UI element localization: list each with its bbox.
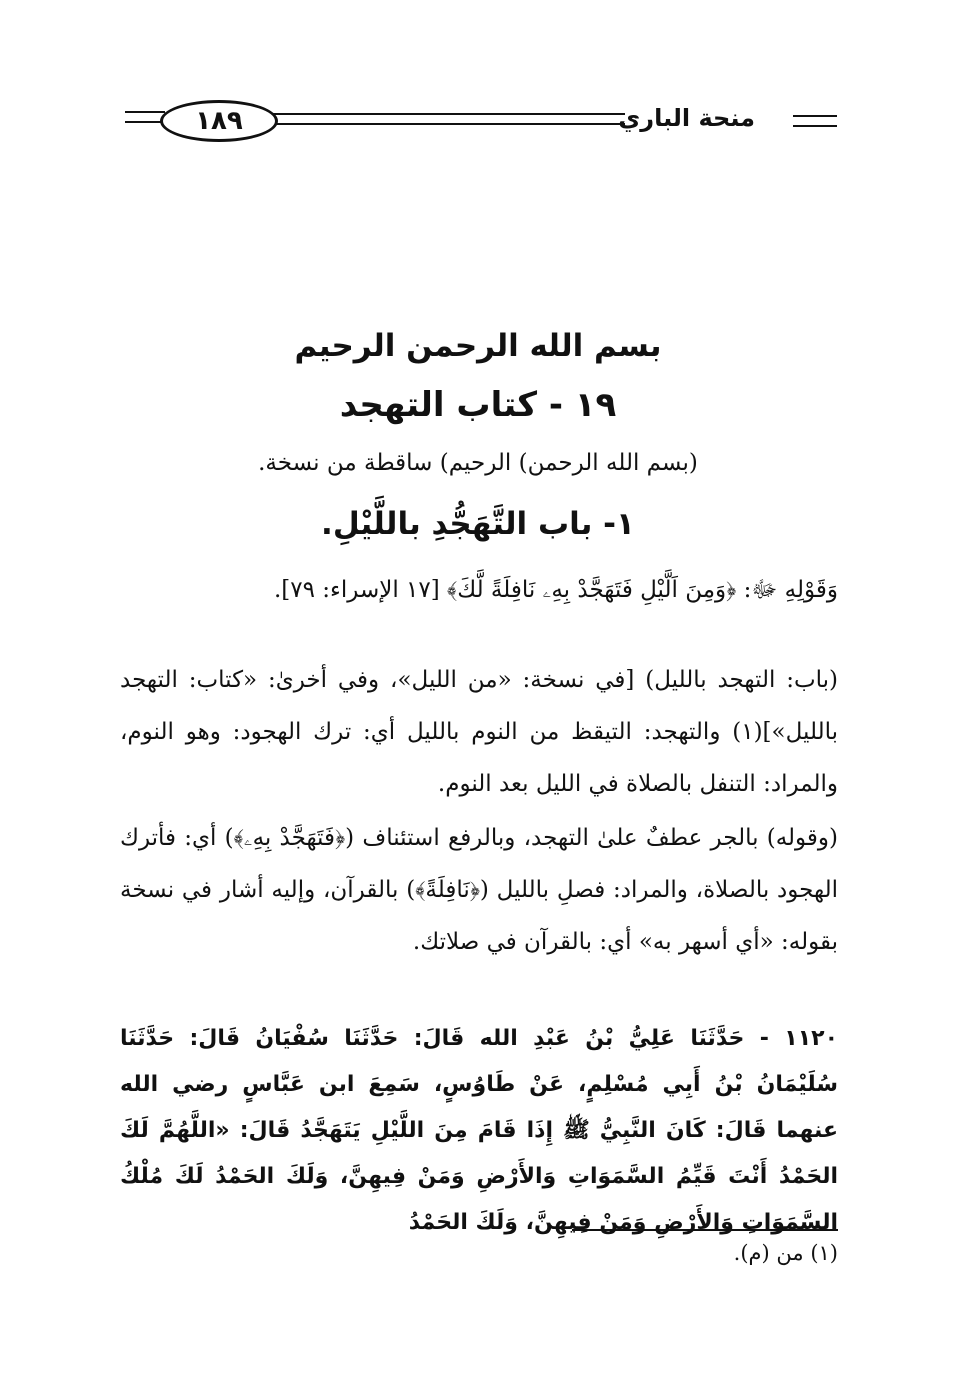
header-rule-middle-top xyxy=(270,113,625,115)
commentary-paragraph-2: (وقوله) بالجر عطفٌ علىٰ التهجد، وبالرفع استئناف (﴿فَتَهَجَّدْ بِهِۦ﴾) أي: فأترك الهجود بالصلاة، والمراد: فصلِ بالليل (﴿نَافِلَةً﴾) بالقرآن، وإليه أشار في نسخة بقوله: «أي أسهر به» أي: بالقرآن في صلاتك. xyxy=(120,825,838,955)
basmala-note: (بسم الله الرحمن) الرحيم) ساقطة من نسخة. xyxy=(258,450,698,476)
page-number: ١٨٩ xyxy=(160,100,278,142)
verse-paragraph: وَقَوْلِهِ ﷻ: ﴿وَمِنَ اَلَّيْلِ فَتَهَجَّدْ بِهِۦ نَافِلَةً لَّكَ﴾ [١٧ الإسراء: ٧٩]. xyxy=(273,577,838,603)
commentary-paragraph-1: (باب: التهجد بالليل) [في نسخة: «من الليل»، وفي أخرىٰ: «كتاب: التهجد بالليل»](١) والتهجد: التيقظ من النوم بالليل أي: ترك الهجود: وهو النوم، والمراد: التنفل بالصلاة في الليل بعد النوم. xyxy=(120,667,838,797)
hadith-paragraph: ١١٢٠ - حَدَّثَنَا عَلِيُّ بْنُ عَبْدِ الله قَالَ: حَدَّثَنَا سُفْيَانُ قَالَ: حَدَّثَنَا سُلَيْمَانُ بْنُ أَبِي مُسْلِمٍ، عَنْ طَاوُسٍ، سَمِعَ ابن عَبَّاسٍ رضي الله عنهما قَالَ: كَانَ النَّبِيُّ ﷺ إِذَا قَامَ مِنَ اللَّيْلِ يَتَهَجَّدُ قَالَ: «اللَّهُمَّ لَكَ الحَمْدُ أَنْتَ قَيِّمُ السَّمَوَاتِ وَالأَرْضِ وَمَنْ فِيهِنَّ، وَلَكَ الحَمْدُ لَكَ مُلْكُ السَّمَوَاتِ وَالأَرْضِ وَمَنْ فِيهِنَّ، وَلَكَ الحَمْدُ xyxy=(120,1026,838,1235)
header-rule-left-top xyxy=(125,111,165,113)
footnote: (١) من (م). xyxy=(733,1241,838,1265)
footnote-separator xyxy=(572,1229,838,1231)
header-rule-right-top xyxy=(793,115,837,117)
chapter-title: ١- باب التَّهَجُّدِ باللَّيْلِ. xyxy=(321,506,635,542)
header-rule-left-bottom xyxy=(125,121,165,123)
header-rule-right-bottom xyxy=(793,125,837,127)
basmala: بسم الله الرحمن الرحيم xyxy=(294,328,662,364)
page-header xyxy=(125,96,837,146)
running-title: منحة الباري xyxy=(618,104,755,132)
book-title: ١٩ - كتاب التهجد xyxy=(339,385,617,425)
header-rule-middle-bottom xyxy=(270,123,625,125)
